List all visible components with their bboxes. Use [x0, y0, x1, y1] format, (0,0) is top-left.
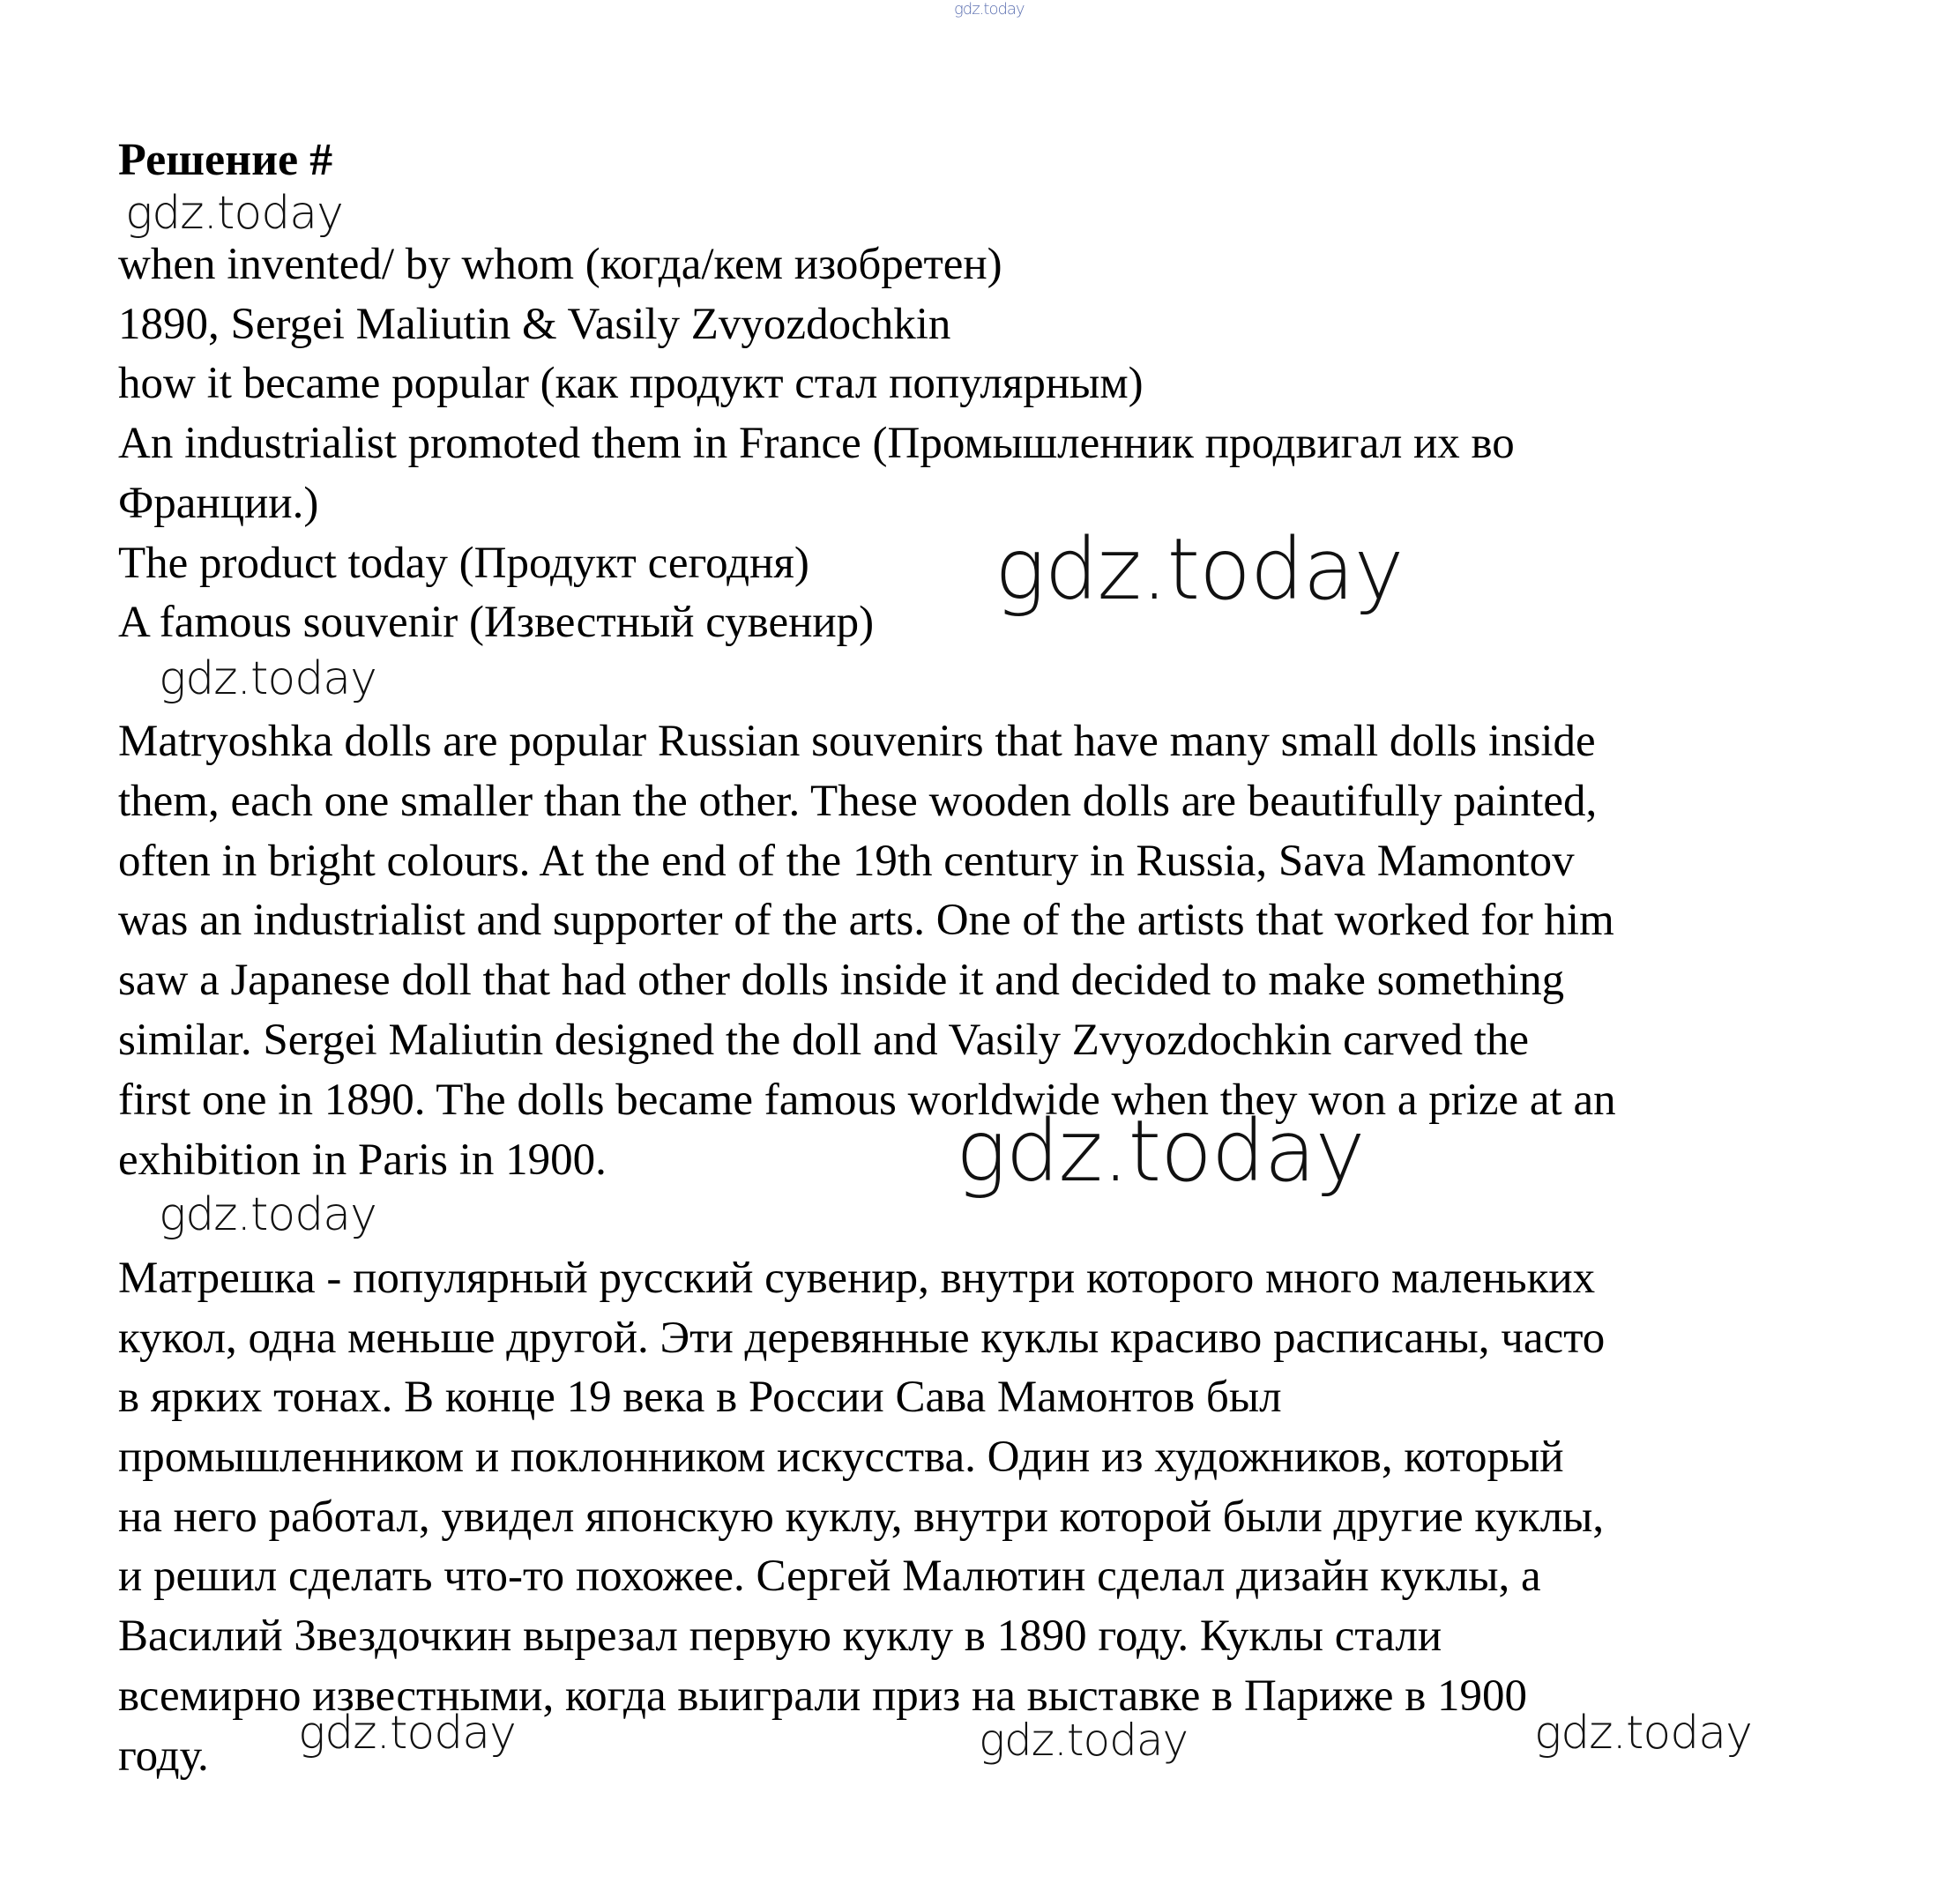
note-line: A famous souvenir (Известный сувенир) — [118, 598, 875, 647]
paragraph-line: saw a Japanese doll that had other dolls inside it and decided to make something — [118, 956, 1565, 1005]
paragraph-line: often in bright colours. At the end of the 19th century in Russia, Sava Mamontov — [118, 837, 1575, 886]
paragraph-line: всемирно известными, когда выиграли приз на выставке в Париже в 1900 — [118, 1671, 1528, 1721]
note-line: The product today (Продукт сегодня) — [118, 539, 809, 588]
watermark: gdz.today — [995, 520, 1404, 619]
paragraph-line: Матрешка - популярный русский сувенир, внутри которого много маленьких — [118, 1254, 1596, 1303]
paragraph-line: similar. Sergei Maliutin designed the doll and Vasily Zvyozdochkin carved the — [118, 1016, 1530, 1065]
note-line: when invented/ by whom (когда/кем изобретен) — [118, 240, 1002, 289]
paragraph-line: кукол, одна меньше другой. Эти деревянные куклы красиво расписаны, часто — [118, 1314, 1606, 1363]
note-line: An industrialist promoted them in France (Промышленник продвигал их во — [118, 419, 1515, 468]
paragraph-line: Matryoshka dolls are popular Russian souvenirs that have many small dolls inside — [118, 717, 1596, 766]
watermark-top: gdz.today — [954, 0, 1025, 19]
paragraph-line: exhibition in Paris in 1900. — [118, 1135, 607, 1185]
watermark: gdz.today — [159, 652, 376, 705]
watermark: gdz.today — [956, 1102, 1365, 1201]
watermark: gdz.today — [159, 1188, 376, 1241]
paragraph-line: и решил сделать что-то похожее. Сергей Малютин сделал дизайн куклы, а — [118, 1552, 1541, 1601]
paragraph-line: first one in 1890. The dolls became famous worldwide when they won a prize at an — [118, 1075, 1616, 1125]
paragraph-line: them, each one smaller than the other. These wooden dolls are beautifully painted, — [118, 777, 1598, 826]
note-line: Франции.) — [118, 479, 319, 528]
paragraph-line: was an industrialist and supporter of the arts. One of the artists that worked for him — [118, 896, 1614, 945]
paragraph-line: Василий Звездочкин вырезал первую куклу в 1890 году. Куклы стали — [118, 1611, 1442, 1661]
watermark: gdz.today — [1534, 1707, 1752, 1760]
watermark: gdz.today — [979, 1715, 1189, 1766]
paragraph-line: промышленником и поклонником искусства. Один из художников, который — [118, 1433, 1564, 1482]
watermark: gdz.today — [298, 1707, 516, 1760]
paragraph-line: на него работал, увидел японскую куклу, внутри которой были другие куклы, — [118, 1492, 1605, 1542]
paragraph-line: в ярких тонах. В конце 19 века в России Сава Мамонтов был — [118, 1373, 1282, 1422]
paragraph-line: году. — [118, 1731, 209, 1781]
watermark: gdz.today — [125, 187, 343, 240]
note-line: how it became popular (как продукт стал популярным) — [118, 359, 1144, 408]
note-line: 1890, Sergei Maliutin & Vasily Zvyozdochkin — [118, 300, 951, 349]
solution-heading: Решение # — [118, 135, 333, 185]
